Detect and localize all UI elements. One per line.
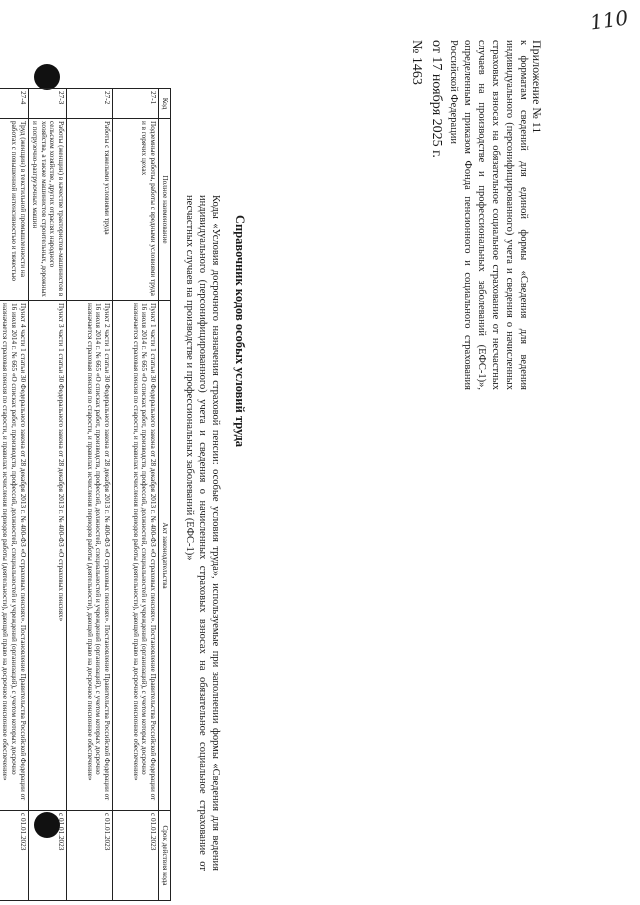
table-row	[113, 89, 159, 901]
appendix-number: № 1463	[409, 40, 424, 85]
codes-table	[0, 88, 171, 901]
appendix-title: Приложение № 11	[530, 40, 544, 134]
row-date: с 01.01.2023	[29, 811, 67, 901]
page-number: 110	[588, 5, 630, 35]
row-code: 27-3	[29, 89, 67, 119]
table-row	[29, 89, 67, 901]
header-name: Полное наименование	[159, 119, 171, 301]
header-code: Код	[159, 89, 171, 119]
row-date: с 01.01.2023	[113, 811, 159, 901]
row-code: 27-1	[113, 89, 159, 119]
row-code: 27-2	[67, 89, 113, 119]
header-date: Срок действия кода	[159, 811, 171, 901]
row-date: с 01.01.2023	[67, 811, 113, 901]
document-heading: Справочник кодов особых условий труда	[233, 215, 247, 448]
table-row	[67, 89, 113, 901]
appendix-date: от 17 ноября 2025 г.	[429, 40, 444, 158]
header-act: Акт законодательства	[159, 301, 171, 811]
row-act: Пункт 4 части 1 статьи 30 Федерального закона от 28 декабря 2013 г. № 400-ФЗ «О страховых пенсиях». Постановление Правительства Российской Федерации от 16 июля 2014 г. № 665 «О списках работ, производств, профессий, должностей, специальностей и учреждений (организаций), с учетом которых досрочно назначается страховая пенсия по старости, и правилах исчисления периодов работы (деятельности), дающей право на досрочное пенсионное обеспечение»	[0, 301, 29, 811]
row-act: Пункт 2 части 1 статьи 30 Федерального закона от 28 декабря 2013 г. № 400-ФЗ «О страховых пенсиях». Постановление Правительства Российской Федерации от 16 июля 2014 г. № 665 «О списках работ, производств, профессий, должностей, специальностей и учреждений (организаций), с учетом которых досрочно назначается страховая пенсия по старости, и правилах исчисления периодов работы (деятельности), дающей право на досрочное пенсионное обеспечение»	[67, 301, 113, 811]
row-name: Работы (женщин) в качестве трактористов-машинистов в сельском хозяйстве, других отраслях народного хозяйства, а также машинистов строительных, дорожных и погрузочно-разгрузочных машин	[29, 119, 67, 301]
row-name: Работы с тяжелыми условиями труда	[67, 119, 113, 301]
row-code: 27-4	[0, 89, 29, 119]
row-name: Подземные работы, работы с вредными условиями труда и в горячих цехах	[113, 119, 159, 301]
intro-paragraph: Коды «Условия досрочного назначения страховой пенсии: особые условия труда», используемые при заполнении формы «Сведения для ведения индивидуального (персонифицированного) учета и сведения о начисленных страховых взносах на обязательное социальное страхование от несчастных случаев на производстве и профессиональных заболеваний (ЕФС-1)»	[184, 195, 221, 871]
appendix-text: к форматам сведений для единой формы «Сведения для ведения индивидуального (персонифицированного) учета и сведения о начисленных страховых взносах на обязательное социальное страхование от несчастных случаев на производстве и профессиональных заболеваний (ЕФС-1)», определенным приказом Фонда пенсионного и социального страхования Российской Федерации	[448, 40, 529, 390]
table-header-row	[159, 89, 171, 901]
row-act: Пункт 3 части 1 статьи 30 Федерального закона от 28 декабря 2013 г. № 400-ФЗ «О страховых пенсиях»	[29, 301, 67, 811]
row-date: с 01.01.2023	[0, 811, 29, 901]
appendix-block	[406, 40, 544, 390]
row-name: Труд (женщин) в текстильной промышленности на работах с повышенной интенсивностью и тяжестью	[0, 119, 29, 301]
row-act: Пункт 1 части 1 статьи 30 Федерального закона от 28 декабря 2013 г. № 400-ФЗ «О страховых пенсиях». Постановление Правительства Российской Федерации от 16 июля 2014 г. № 665 «О списках работ, производств, профессий, должностей, специальностей и учреждений (организаций), с учетом которых досрочно назначается страховая пенсия по старости, и правилах исчисления периодов работы (деятельности), дающей право на досрочное пенсионное обеспечение»	[113, 301, 159, 811]
table-row	[0, 89, 29, 901]
